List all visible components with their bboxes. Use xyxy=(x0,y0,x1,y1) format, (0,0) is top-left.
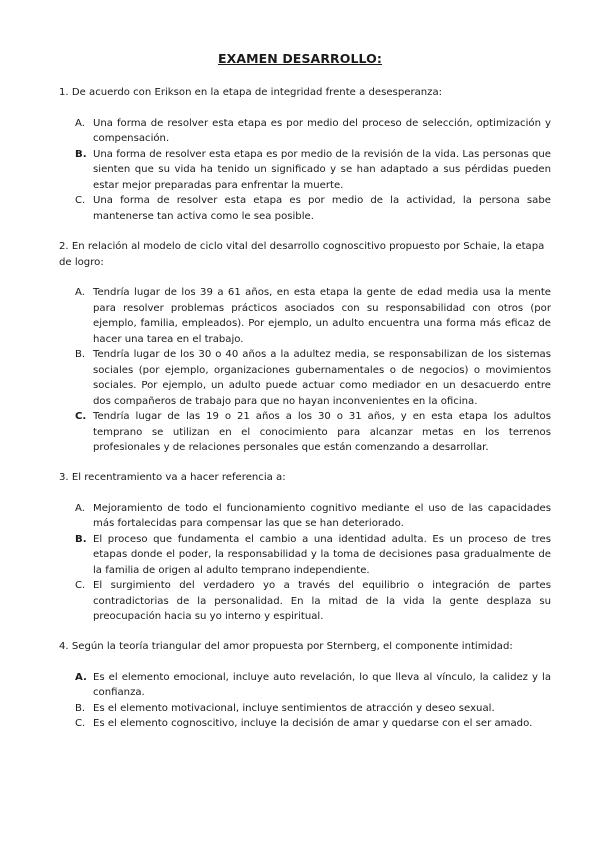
option-a xyxy=(59,116,551,147)
option-text: Tendría lugar de los 39 a 61 años, en esta etapa la gente de edad media usa la mente para resolver problemas prácticos asociados con su responsabilidad con otros (por ejemplo, familia, empleados). Por ejemplo, un adulto encuentra una forma más eficaz de hacer una tarea en el trabajo. xyxy=(93,287,551,345)
option-text: Es el elemento motivacional, incluye sentimientos de atracción y deseo sexual. xyxy=(93,702,495,714)
option-letter: C. xyxy=(75,580,86,591)
option-letter: C. xyxy=(75,718,86,729)
option-letter: A. xyxy=(75,671,87,683)
page-title: EXAMEN DESARROLLO: xyxy=(217,51,383,66)
option-b xyxy=(59,147,551,194)
option-letter: B. xyxy=(75,148,87,160)
option-text: El surgimiento del verdadero yo a través del equilibrio o integración de partes contradictorias de la personalidad. En la mitad de la vida la gente desplaza su preocupación hacia su yo interno y espiritual. xyxy=(93,580,551,622)
question-stem: 1. De acuerdo con Erikson en la etapa de integridad frente a desesperanza: xyxy=(59,87,443,98)
question-1 xyxy=(59,85,551,224)
question-stem: 4. Según la teoría triangular del amor propuesta por Sternberg, el componente intimidad: xyxy=(59,641,513,652)
option-list xyxy=(59,670,551,732)
option-b xyxy=(59,347,551,409)
option-list xyxy=(59,501,551,625)
option-letter: C. xyxy=(75,195,86,206)
question-stem: 2. En relación al modelo de ciclo vital del desarrollo cognoscitivo propuesto por Schaie, la etapa de logro: xyxy=(59,241,545,268)
option-text: Una forma de resolver esta etapa es por medio del proceso de selección, optimización y compensación. xyxy=(93,117,551,144)
question-3 xyxy=(59,470,551,625)
option-list xyxy=(59,116,551,225)
option-b xyxy=(59,701,551,717)
option-letter: A. xyxy=(75,502,85,514)
option-c xyxy=(59,716,551,732)
option-letter: C. xyxy=(75,411,87,422)
option-text: Mejoramiento de todo el funcionamiento cognitivo mediante el uso de las capacidades más fortalecidas para compensar las que se han deteriorado. xyxy=(93,502,551,529)
option-text: Una forma de resolver esta etapa es por medio de la actividad, la persona sabe mantenerse tan activa como le sea posible. xyxy=(93,195,551,222)
option-text: Es el elemento cognoscitivo, incluye la decisión de amar y quedarse con el ser amado. xyxy=(93,718,533,729)
option-text: Tendría lugar de las 19 o 21 años a los 30 o 31 años, y en esta etapa los adultos temprano se utilizan en el conocimiento para alcanzar metas en los terrenos profesionales y de relaciones personales que están comenzando a desarrollar. xyxy=(93,411,551,453)
option-text: Es el elemento emocional, incluye auto revelación, lo que lleva al vínculo, la calidez y la confianza. xyxy=(93,671,551,698)
option-b xyxy=(59,532,551,579)
option-text: Una forma de resolver esta etapa es por medio de la revisión de la vida. Las personas que sienten que su vida ha tenido un significado y se han adaptado a sus pérdidas pueden estar mejor preparadas para enfrentar la muerte. xyxy=(93,148,551,191)
option-c xyxy=(59,409,551,456)
question-stem: 3. El recentramiento va a hacer referencia a: xyxy=(59,472,286,483)
option-a xyxy=(59,501,551,532)
option-text: El proceso que fundamenta el cambio a una identidad adulta. Es un proceso de tres etapas donde el poder, la responsabilidad y la toma de decisiones pasa gradualmente de la familia de origen al adulto temprano independiente. xyxy=(93,533,551,576)
option-letter: A. xyxy=(75,287,85,298)
option-text: Tendría lugar de los 30 o 40 años a la adultez media, se responsabilizan de los sistemas sociales (por ejemplo, organizaciones gubernamentales o de negocios) o movimientos sociales. Por ejemplo, un adulto puede actuar como mediador en un desacuerdo entre dos compañeros de trabajo para que no hayan inconvenientes en la oficina. xyxy=(93,349,551,407)
option-letter: A. xyxy=(75,117,85,129)
option-a xyxy=(59,670,551,701)
option-a xyxy=(59,285,551,347)
question-2 xyxy=(59,239,551,456)
question-4 xyxy=(59,639,551,732)
option-list xyxy=(59,285,551,456)
option-letter: B. xyxy=(75,702,86,714)
option-c xyxy=(59,193,551,224)
option-c xyxy=(59,578,551,625)
option-letter: B. xyxy=(75,533,87,545)
option-letter: B. xyxy=(75,349,86,360)
